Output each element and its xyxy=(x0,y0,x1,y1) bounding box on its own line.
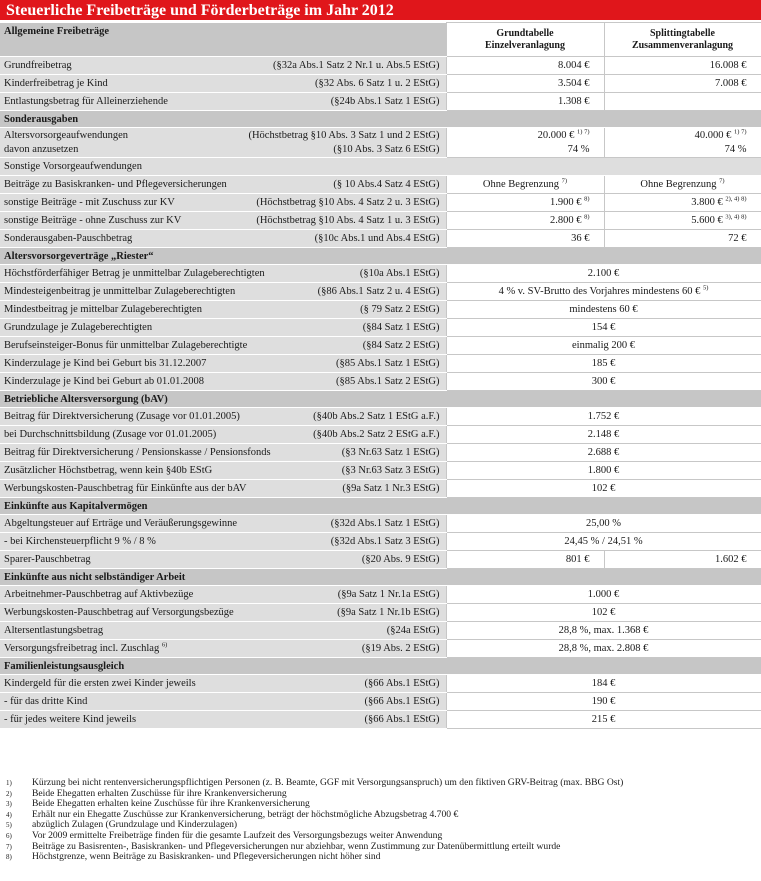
table-row xyxy=(0,533,761,551)
value-cell-col1 xyxy=(446,93,604,111)
table-row xyxy=(0,301,761,319)
section-header xyxy=(0,569,761,586)
row-label xyxy=(0,176,446,194)
value-text: 1.900 € xyxy=(549,197,582,208)
value-text: 2.800 € xyxy=(549,215,582,226)
footnote-number: 2) xyxy=(6,789,12,798)
section-title xyxy=(0,248,761,265)
footnote-marker: 5) xyxy=(703,284,709,292)
section-title xyxy=(0,658,761,675)
value-cell xyxy=(446,355,761,373)
row-label-text: Abgeltungsteuer auf Erträge und Veräußerungsgewinne xyxy=(4,518,238,529)
row-label xyxy=(0,462,446,480)
row-label-text: Sonderausgaben-Pauschbetrag xyxy=(4,233,133,244)
value-cell-col1 xyxy=(446,176,604,194)
table-row xyxy=(0,515,761,533)
section-title-text: Betriebliche Altersversorgung (bAV) xyxy=(4,393,168,405)
section-title xyxy=(0,23,446,57)
row-label-text: Beiträge zu Basiskranken- und Pflegeversicherungen xyxy=(4,179,227,190)
value-cell xyxy=(446,480,761,498)
row-label-text: Mindestbeitrag je mittelbar Zulageberechtigten xyxy=(4,304,202,315)
value-text: 28,8 %, max. 1.368 € xyxy=(558,625,649,636)
legal-reference: (§32 Abs. 6 Satz 1 u. 2 EStG) xyxy=(314,78,440,89)
value-cell-col1 xyxy=(446,158,604,176)
footnote-number: 4) xyxy=(6,810,12,819)
row-label-text: Kinderfreibetrag je Kind xyxy=(4,78,108,89)
table-row xyxy=(0,693,761,711)
table-row xyxy=(0,57,761,75)
footnote-number: 8) xyxy=(6,853,12,862)
table-row xyxy=(0,158,761,176)
footnote-number: 5) xyxy=(6,821,12,830)
value-text: 3.504 € xyxy=(558,78,590,89)
legal-reference: (§24a EStG) xyxy=(386,625,440,636)
value-cell xyxy=(446,283,761,301)
table-row xyxy=(0,319,761,337)
footnote xyxy=(6,852,756,863)
table-row xyxy=(0,640,761,658)
table-row xyxy=(0,408,761,426)
legal-reference: (§9a Satz 1 Nr.3 EStG) xyxy=(342,483,440,494)
page-title: Steuerliche Freibeträge und Förderbeträge im Jahr 2012 xyxy=(0,0,761,22)
legal-reference: (§10 Abs. 3 Satz 6 EStG) xyxy=(333,143,440,155)
section-title-text: Allgemeine Freibeträge xyxy=(4,25,110,37)
row-label-text: Berufseinsteiger-Bonus für unmittelbar Zulageberechtigte xyxy=(4,340,248,351)
footnote-text: Vor 2009 ermittelte Freibeträge finden für die gesamte Laufzeit des Versorgungsbezugs weiter Anwendung xyxy=(32,829,443,841)
section-title xyxy=(0,111,761,128)
column-header-line: Zusammenveranlagung xyxy=(631,39,734,51)
footnote xyxy=(6,831,756,842)
value-cell-col1 xyxy=(446,551,604,569)
legal-reference: (§9a Satz 1 Nr.1b EStG) xyxy=(337,607,440,618)
value-text: 184 € xyxy=(591,678,616,689)
value-cell-col1 xyxy=(446,194,604,212)
table-row xyxy=(0,586,761,604)
legal-reference: (§85 Abs.1 Satz 2 EStG) xyxy=(335,376,440,387)
value-text: 185 € xyxy=(591,358,616,369)
row-label xyxy=(0,158,446,176)
footnote-text: Beide Ehegatten erhalten Zuschüsse für ihre Krankenversicherung xyxy=(32,787,287,799)
value-text: 102 € xyxy=(591,607,616,618)
value-cell-col2 xyxy=(604,128,761,158)
legal-reference: (§32d Abs.1 Satz 1 EStG) xyxy=(330,518,440,529)
row-label xyxy=(0,355,446,373)
row-label xyxy=(0,480,446,498)
value-text: 300 € xyxy=(591,376,616,387)
value-text: mindestens 60 € xyxy=(569,304,638,315)
table-row xyxy=(0,355,761,373)
row-label-text: Altersentlastungsbetrag xyxy=(4,625,104,636)
value-cell-col2 xyxy=(604,75,761,93)
value-cell xyxy=(446,408,761,426)
footnote-number: 1) xyxy=(6,779,12,787)
row-label-text: Zusätzlicher Höchstbetrag, wenn kein §40b EStG xyxy=(4,465,213,476)
row-label-text: sonstige Beiträge - mit Zuschuss zur KV xyxy=(4,197,175,208)
legal-reference: (§66 Abs.1 EStG) xyxy=(364,678,440,689)
row-label-text: Sparer-Pauschbetrag xyxy=(4,554,91,565)
row-label xyxy=(0,675,446,693)
table-row xyxy=(0,551,761,569)
table-row xyxy=(0,622,761,640)
table-row xyxy=(0,711,761,729)
row-label xyxy=(0,230,446,248)
legal-reference: (§3 Nr.63 Satz 1 EStG) xyxy=(341,447,440,458)
legal-reference: (Höchstbetrag §10 Abs. 3 Satz 1 und 2 EStG) xyxy=(248,129,440,141)
footnotes xyxy=(6,778,756,863)
table-row xyxy=(0,230,761,248)
table-row xyxy=(0,128,761,158)
value-text: 24,45 % / 24,51 % xyxy=(564,536,643,547)
footnote-marker: 1) 7) xyxy=(577,128,590,135)
table-row xyxy=(0,194,761,212)
value-cell xyxy=(446,586,761,604)
row-label xyxy=(0,711,446,729)
section-title-text: Familienleistungsausgleich xyxy=(4,660,125,672)
footnote-marker: 1) 7) xyxy=(734,128,747,135)
legal-reference: (§24b Abs.1 Satz 1 EStG) xyxy=(330,96,440,107)
legal-reference: (§40b Abs.2 Satz 1 EStG a.F.) xyxy=(313,411,440,422)
legal-reference: (§32d Abs.1 Satz 3 EStG) xyxy=(330,536,440,547)
row-label xyxy=(0,604,446,622)
table-row xyxy=(0,75,761,93)
value-text: 8.004 € xyxy=(558,60,590,71)
value-text: 154 € xyxy=(591,322,616,333)
legal-reference: (§9a Satz 1 Nr.1a EStG) xyxy=(337,589,440,600)
table-row xyxy=(0,265,761,283)
table-row xyxy=(0,337,761,355)
footnote-marker: 6) xyxy=(161,641,168,649)
legal-reference: (§84 Satz 1 EStG) xyxy=(362,322,440,333)
legal-reference: (Höchstbetrag §10 Abs. 4 Satz 1 u. 3 EStG) xyxy=(256,215,440,226)
legal-reference: (Höchstbetrag §10 Abs. 4 Satz 2 u. 3 EStG) xyxy=(256,197,440,208)
value-cell xyxy=(446,604,761,622)
value-text: 1.000 € xyxy=(587,589,620,600)
value-cell-col2 xyxy=(604,158,761,176)
legal-reference: (§84 Satz 2 EStG) xyxy=(362,340,440,351)
row-label-text: Grundfreibetrag xyxy=(4,60,72,71)
row-label-text: Mindesteigenbeitrag je unmittelbar Zulageberechtigten xyxy=(4,286,236,297)
row-label-text: Arbeitnehmer-Pauschbetrag auf Aktivbezüge xyxy=(4,589,194,600)
table-row xyxy=(0,675,761,693)
legal-reference: (§10c Abs.1 und Abs.4 EStG) xyxy=(314,233,440,244)
row-label-text: Grundzulage je Zulageberechtigten xyxy=(4,322,153,333)
table-row xyxy=(0,373,761,391)
footnote-marker: 3), 4) 8) xyxy=(725,213,747,221)
value-text: 74 % xyxy=(567,143,590,155)
row-label-text: Kinderzulage je Kind bei Geburt bis 31.12.2007 xyxy=(4,358,207,369)
row-label xyxy=(0,693,446,711)
value-cell-col2 xyxy=(604,57,761,75)
section-title xyxy=(0,569,761,586)
footnote-text: Kürzung bei nicht rentenversicherungspflichtigen Personen (z. B. Beamte, GGF mit Versorgungsanspruch) um den fiktiven GRV-Beitrag (max. BBG Ost) xyxy=(32,777,624,788)
value-cell-col2 xyxy=(604,93,761,111)
value-cell xyxy=(446,373,761,391)
value-text: einmalig 200 € xyxy=(572,340,635,351)
row-label xyxy=(0,301,446,319)
row-label-text: Beitrag für Direktversicherung / Pensionskasse / Pensionsfonds xyxy=(4,447,271,458)
section-header xyxy=(0,248,761,265)
row-label xyxy=(0,93,446,111)
value-cell-col1 xyxy=(446,57,604,75)
column-header-grundtabelle xyxy=(446,23,604,57)
legal-reference: (§40b Abs.2 Satz 2 EStG a.F.) xyxy=(313,429,440,440)
row-label xyxy=(0,533,446,551)
footnote-number: 6) xyxy=(6,831,12,840)
table-row xyxy=(0,283,761,301)
row-label xyxy=(0,57,446,75)
value-text: 5.600 € xyxy=(691,215,723,226)
row-label-text: - bei Kirchensteuerpflicht 9 % / 8 % xyxy=(4,536,156,547)
section-title-text: Einkünfte aus Kapitalvermögen xyxy=(4,500,148,512)
footnote-text: Höchstgrenze, wenn Beiträge zu Basiskranken- und Pflegeversicherungen nicht höher sind xyxy=(32,851,381,863)
section-title xyxy=(0,391,761,408)
value-text: 1.308 € xyxy=(558,96,590,107)
footnote-text: abzüglich Zulagen (Grundzulage und Kinderzulagen) xyxy=(32,819,238,831)
section-title xyxy=(0,498,761,515)
row-label xyxy=(0,586,446,604)
value-text: 25,00 % xyxy=(586,518,621,529)
value-text: 1.752 € xyxy=(587,411,620,422)
table-row xyxy=(0,93,761,111)
legal-reference: (§3 Nr.63 Satz 3 EStG) xyxy=(341,465,440,476)
legal-reference: (§66 Abs.1 EStG) xyxy=(364,714,440,725)
value-text: 4 % v. SV-Brutto des Vorjahres mindestens 60 € xyxy=(498,286,701,297)
footnote-marker: 8) xyxy=(584,195,590,203)
footnote-text: Erhält nur ein Ehegatte Zuschüsse zur Krankenversicherung, beträgt der höchstmögliche Abzugsbetrag 4.700 € xyxy=(32,808,459,820)
row-label xyxy=(0,337,446,355)
value-text: 1.602 € xyxy=(715,554,747,565)
section-header xyxy=(0,498,761,515)
row-label-text: sonstige Beiträge - ohne Zuschuss zur KV xyxy=(4,215,182,226)
value-cell-col2 xyxy=(604,212,761,230)
value-text: 215 € xyxy=(591,714,616,725)
value-cell xyxy=(446,301,761,319)
legal-reference: (§ 10 Abs.4 Satz 4 EStG) xyxy=(333,179,440,190)
footnote xyxy=(6,778,756,789)
value-text: 40.000 € xyxy=(694,129,732,141)
row-label xyxy=(0,373,446,391)
row-label-text: Höchstförderfähiger Betrag je unmittelbar Zulageberechtigten xyxy=(4,268,265,279)
row-label xyxy=(0,212,446,230)
value-text: 3.800 € xyxy=(691,197,723,208)
value-cell-col1 xyxy=(446,75,604,93)
row-label-text: Beitrag für Direktversicherung (Zusage vor 01.01.2005) xyxy=(4,411,240,422)
footnote-number: 3) xyxy=(6,800,12,809)
section-header xyxy=(0,23,761,57)
section-title-text: Sonderausgaben xyxy=(4,113,79,125)
value-cell xyxy=(446,265,761,283)
value-text: 16.008 € xyxy=(709,60,747,71)
legal-reference: (§ 79 Satz 2 EStG) xyxy=(360,304,440,315)
value-cell xyxy=(446,444,761,462)
row-label-text: Altersvorsorgeaufwendungen xyxy=(4,129,129,141)
row-label xyxy=(0,622,446,640)
table-row xyxy=(0,176,761,194)
value-cell-col2 xyxy=(604,230,761,248)
row-label xyxy=(0,444,446,462)
value-text: Ohne Begrenzung xyxy=(640,179,717,190)
row-label-text: Kinderzulage je Kind bei Geburt ab 01.01.2008 xyxy=(4,376,205,387)
legal-reference: (§66 Abs.1 EStG) xyxy=(364,696,440,707)
value-cell xyxy=(446,622,761,640)
footnote-marker: 7) xyxy=(719,177,725,185)
row-label-text: Sonstige Vorsorgeaufwendungen xyxy=(4,161,142,172)
footnote-marker: 2), 4) 8) xyxy=(725,195,747,203)
footnote-marker: 8) xyxy=(584,213,590,221)
value-cell xyxy=(446,711,761,729)
row-label xyxy=(0,194,446,212)
footnote-text: Beide Ehegatten erhalten keine Zuschüsse für ihre Krankenversicherung xyxy=(32,798,310,810)
row-label xyxy=(0,426,446,444)
table-row xyxy=(0,604,761,622)
table-row xyxy=(0,462,761,480)
value-cell xyxy=(446,640,761,658)
legal-reference: (§10a Abs.1 EStG) xyxy=(359,268,440,279)
value-text: 28,8 %, max. 2.808 € xyxy=(558,643,649,654)
row-label-text: Kindergeld für die ersten zwei Kinder jeweils xyxy=(4,678,196,689)
row-label-text: Werbungskosten-Pauschbetrag für Einkünfte aus der bAV xyxy=(4,483,247,494)
section-title-text: Einkünfte aus nicht selbständiger Arbeit xyxy=(4,571,186,583)
row-label xyxy=(0,265,446,283)
row-label xyxy=(0,551,446,569)
value-text: 801 € xyxy=(565,554,590,565)
row-label xyxy=(0,640,446,658)
section-header xyxy=(0,391,761,408)
value-cell xyxy=(446,515,761,533)
value-text: 2.148 € xyxy=(587,429,620,440)
footnote-text: Beiträge zu Basisrenten-, Basiskranken- und Pflegeversicherungen nur abziehbar, wenn Zustimmung zur Datenübermittlung erteilt wurde xyxy=(32,840,561,852)
column-header-splittingtabelle xyxy=(604,23,761,57)
value-cell xyxy=(446,319,761,337)
legal-reference: (§32a Abs.1 Satz 2 Nr.1 u. Abs.5 EStG) xyxy=(272,60,440,71)
table-row xyxy=(0,480,761,498)
value-cell-col1 xyxy=(446,128,604,158)
legal-reference: (§85 Abs.1 Satz 1 EStG) xyxy=(335,358,440,369)
tax-table-body xyxy=(0,23,761,729)
value-text: 72 € xyxy=(728,233,747,244)
value-cell xyxy=(446,337,761,355)
value-text: 20.000 € xyxy=(537,129,575,141)
column-header-line: Grundtabelle xyxy=(496,27,554,39)
value-cell xyxy=(446,675,761,693)
row-label-text: Versorgungsfreibetrag incl. Zuschlag xyxy=(4,643,160,654)
value-cell-col2 xyxy=(604,551,761,569)
footnote-number: 7) xyxy=(6,842,12,851)
footnote-marker: 7) xyxy=(561,177,568,185)
row-label-text: Entlastungsbetrag für Alleinerziehende xyxy=(4,96,168,107)
table-row xyxy=(0,212,761,230)
legal-reference: (§19 Abs. 2 EStG) xyxy=(361,643,440,654)
section-header xyxy=(0,111,761,128)
tax-table xyxy=(0,22,761,729)
column-header-line: Einzelveranlagung xyxy=(484,39,565,51)
value-text: 190 € xyxy=(591,696,616,707)
row-label xyxy=(0,408,446,426)
table-row xyxy=(0,426,761,444)
value-cell xyxy=(446,426,761,444)
value-text: 102 € xyxy=(591,483,616,494)
section-header xyxy=(0,658,761,675)
value-cell-col1 xyxy=(446,212,604,230)
value-cell-col2 xyxy=(604,176,761,194)
value-cell xyxy=(446,462,761,480)
value-text: 2.688 € xyxy=(587,447,620,458)
column-header-line: Splittingtabelle xyxy=(649,27,715,39)
row-label xyxy=(0,75,446,93)
legal-reference: (§86 Abs.1 Satz 2 u. 4 EStG) xyxy=(317,286,440,297)
row-label xyxy=(0,283,446,301)
table-row xyxy=(0,444,761,462)
row-label xyxy=(0,515,446,533)
row-label-text: davon anzusetzen xyxy=(4,143,79,155)
section-title-text: Altersvorsorgeverträge „Riester“ xyxy=(4,250,154,262)
value-cell xyxy=(446,693,761,711)
value-text: 1.800 € xyxy=(587,465,620,476)
value-text: 74 % xyxy=(724,143,747,155)
legal-reference: (§20 Abs. 9 EStG) xyxy=(361,554,440,565)
row-label-text: - für das dritte Kind xyxy=(4,696,88,707)
value-text: 2.100 € xyxy=(587,268,620,279)
row-label-text: - für jedes weitere Kind jeweils xyxy=(4,714,137,725)
row-label xyxy=(0,128,446,158)
value-cell-col1 xyxy=(446,230,604,248)
value-text: 36 € xyxy=(571,233,590,244)
value-text: 7.008 € xyxy=(715,78,747,89)
row-label-text: Werbungskosten-Pauschbetrag auf Versorgungsbezüge xyxy=(4,607,234,618)
row-label-text: bei Durchschnittsbildung (Zusage vor 01.01.2005) xyxy=(4,429,217,440)
row-label xyxy=(0,319,446,337)
value-cell xyxy=(446,533,761,551)
value-cell-col2 xyxy=(604,194,761,212)
value-text: Ohne Begrenzung xyxy=(482,179,560,190)
